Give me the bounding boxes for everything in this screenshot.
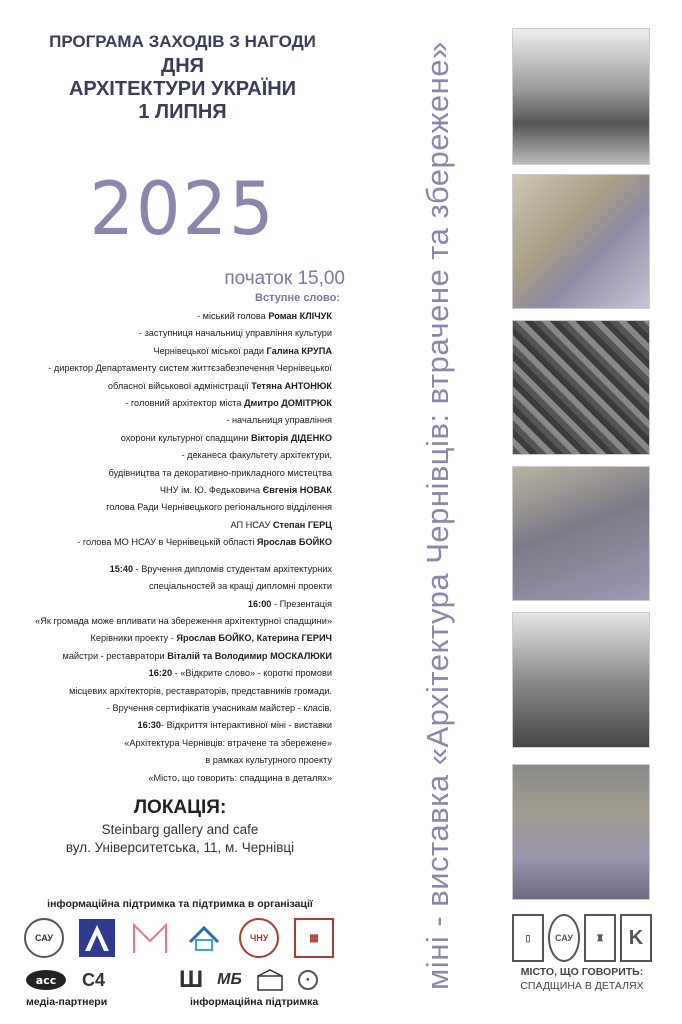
svg-text:acc: acc: [35, 974, 57, 987]
program-pre: АП НСАУ: [230, 519, 273, 530]
program-line: [10, 630, 332, 647]
program-line: [10, 412, 332, 429]
program-line: [10, 378, 332, 395]
k-logo: K: [620, 914, 652, 962]
program-line: [10, 735, 332, 752]
program-bold: 15:40: [109, 563, 134, 574]
program-line: [10, 325, 332, 342]
program-bold: 16:00: [247, 598, 272, 609]
nsau-logo: САУ: [24, 918, 64, 958]
program-post: - Презентація: [271, 598, 332, 609]
program-line: [10, 517, 332, 534]
partner-logos: [24, 915, 334, 961]
photo-restorer-shutter: [512, 764, 650, 900]
mb-logo: МБ: [217, 971, 242, 988]
program-pre: - деканеса факультету архітектури,: [181, 450, 332, 461]
photo-restorer-door: [512, 174, 650, 309]
location-title: ЛОКАЦІЯ:: [133, 797, 227, 818]
program-bold: 16:30: [137, 720, 161, 731]
program-pre: в рамках культурного проекту: [205, 755, 332, 766]
header-line1: ПРОГРАМА ЗАХОДІВ З НАГОДИ: [49, 32, 316, 51]
program-pre: Керівники проекту -: [90, 633, 177, 644]
seal-logo: ●: [298, 970, 318, 990]
program-line: [10, 561, 332, 578]
program-gap: [10, 552, 332, 561]
program-bold: Ярослав БОЙКО, Катерина ГЕРИЧ: [176, 633, 332, 644]
m-logo: [130, 918, 170, 958]
department-logo: [184, 918, 224, 958]
program-pre: ЧНУ ім. Ю. Федьковича: [159, 485, 263, 496]
program-line: [10, 578, 332, 595]
program-line: [10, 770, 332, 787]
door-icon: ▯: [512, 914, 544, 962]
sh-logo: Ш: [179, 966, 204, 993]
program-pre: місцевих архітекторів, реставраторів, представників громади.: [69, 685, 332, 696]
building-logo: [256, 960, 284, 1000]
program-bold: Євгенія НОВАК: [262, 485, 332, 496]
photo-window-door: [512, 466, 650, 601]
program-pre: - міський голова: [197, 311, 269, 321]
program-pre: майстри - реставратори: [62, 650, 168, 661]
program-bold: Степан ГЕРЦ: [272, 519, 332, 530]
crest-icon: ♜: [584, 914, 616, 962]
brand-line2: СПАДЩИНА В ДЕТАЛЯХ: [520, 980, 644, 992]
program-bold: Ярослав БОЙКО: [256, 537, 332, 548]
program-line: [10, 665, 332, 682]
program-line: [10, 499, 332, 516]
program-pre: - директор Департаменту систем життєзабезпечення Чернівецької: [48, 363, 332, 374]
program-line: [10, 447, 332, 464]
nsau-small-logo: САУ: [548, 914, 580, 962]
program-line: [10, 534, 332, 551]
program-bold: Тетяна АНТОНЮК: [251, 380, 332, 391]
program-bold: Роман КЛІЧУК: [268, 311, 332, 321]
media-logos: [24, 966, 334, 994]
program-pre: спеціальностей за кращі дипломні проекти: [149, 581, 332, 592]
header-title: [20, 55, 345, 124]
program-line: [10, 465, 332, 482]
program-pre: обласної військової адміністрації: [107, 380, 252, 391]
academy-logo: ▦: [294, 918, 334, 958]
info-support-label: інформаційна підтримка: [190, 996, 319, 1008]
program-bold: 16:20: [148, 668, 173, 679]
brand-line1: МІСТО, ЩО ГОВОРИТЬ:: [520, 966, 644, 978]
program-bold: Дмитро ДОМІТРЮК: [244, 398, 332, 409]
program-line: [10, 343, 332, 360]
program-pre: - Вручення сертифікатів учасникам майстер - класів.: [106, 702, 332, 713]
program-pre: - голова МО НСАУ в Чернівецькій області: [77, 537, 257, 548]
program-line: [10, 717, 332, 734]
program-pre: «Архітектура Чернівців: втрачене та збережене»: [124, 737, 332, 748]
program-pre: «Місто, що говорить: спадщина в деталях»: [148, 772, 332, 783]
program-bold: Віталій та Володимир МОСКАЛЮКИ: [167, 650, 332, 661]
project-logo: [512, 914, 652, 962]
program-line: [10, 430, 332, 447]
program-post: - «Відкрите слово» - короткі промови: [172, 668, 332, 679]
intro-title: Вступне слово:: [255, 292, 340, 304]
header-line4: 1 ЛИПНЯ: [138, 101, 227, 123]
program-pre: будівництва та декоративно-прикладного мистецтва: [108, 467, 332, 478]
program-line: [10, 395, 332, 412]
program-line: [10, 700, 332, 717]
program-line: [10, 683, 332, 700]
program-pre: - заступниця начальниці управління культури: [138, 328, 332, 339]
location-address: вул. Університетська, 11, м. Чернівці: [65, 840, 295, 855]
year: 2025: [89, 165, 276, 253]
program-list: [10, 308, 332, 787]
program-line: [10, 360, 332, 377]
program-line: [10, 596, 332, 613]
photo-historic-square: [512, 612, 650, 748]
program-pre: голова Ради Чернівецького регіонального відділення: [106, 502, 332, 513]
location-venue: Steinbarg gallery and cafe: [101, 822, 259, 837]
university-logo: ЧНУ: [239, 918, 279, 958]
c4-logo: C4: [82, 969, 106, 990]
photo-aerial-city: [512, 320, 650, 455]
header-line2: ДНЯ: [160, 55, 205, 77]
program-line: [10, 648, 332, 665]
vertical-exhibition-title: міні - виставка «Архітектура Чернівців: втрачене та збережене»: [420, 41, 455, 990]
program-pre: Чернівецької міської ради: [153, 345, 267, 356]
header-line3: АРХІТЕКТУРИ УКРАЇНИ: [68, 78, 297, 100]
program-line: [10, 308, 332, 325]
program-line: [10, 613, 332, 630]
palata-logo: [79, 918, 115, 958]
program-pre: - начальниця управління: [226, 415, 332, 426]
program-bold: Галина КРУПА: [266, 345, 332, 356]
program-post: - Вручення дипломів студентам архітектурних: [133, 563, 332, 574]
start-time: початок 15,00: [224, 268, 345, 289]
program-pre: «Як громада може впливати на збереження архітектурної спадщини»: [35, 615, 332, 626]
photo-old-street: [512, 28, 650, 165]
media-partners-label: медіа-партнери: [26, 996, 108, 1008]
program-line: [10, 482, 332, 499]
program-line: [10, 752, 332, 769]
acc-logo: [24, 960, 68, 1000]
program-bold: Вікторія ДІДЕНКО: [250, 432, 332, 443]
program-pre: - головний архітектор міста: [125, 398, 244, 409]
program-pre: охорони культурної спадщини: [120, 432, 251, 443]
support-title: інформаційна підтримка та підтримка в організації: [47, 898, 313, 910]
program-post: - Відкриття інтерактивної міні - виставки: [160, 720, 332, 731]
